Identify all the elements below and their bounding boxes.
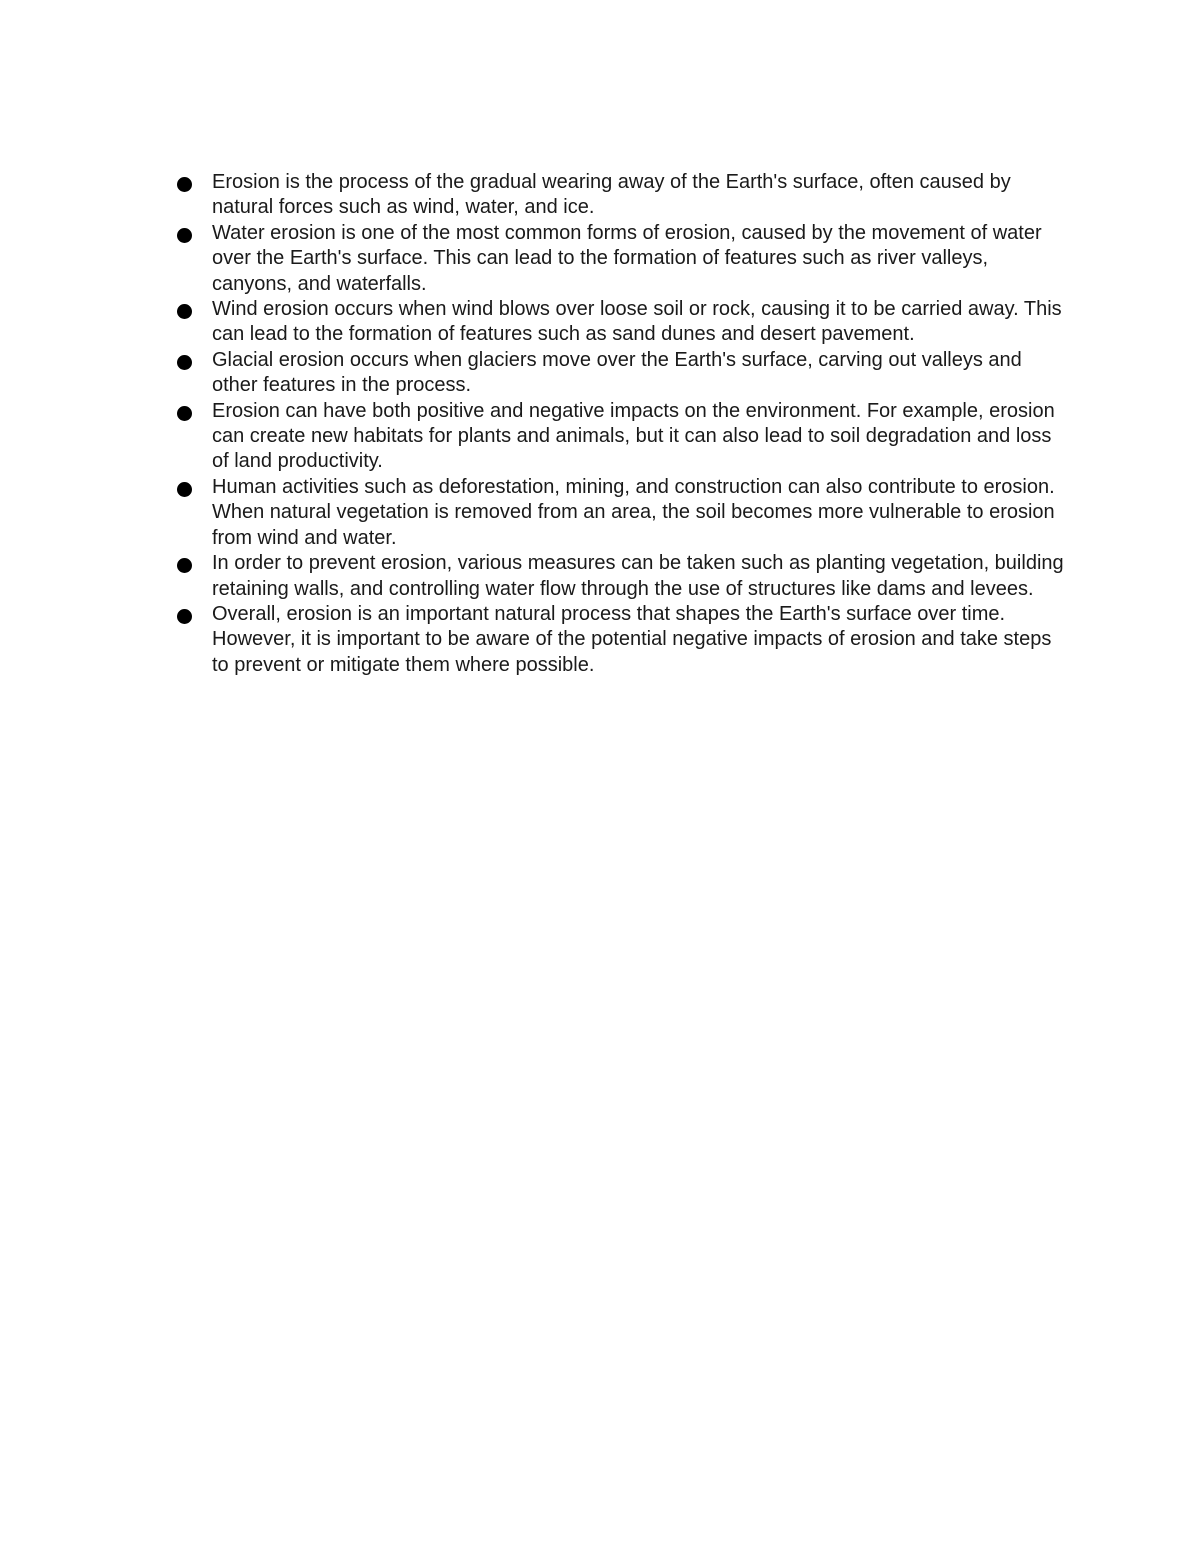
list-item-text: Human activities such as deforestation, mining, and construction can also contribute to erosion. When natural vegetation is removed from an area, the soil becomes more vulnerable to erosion from wind and water. xyxy=(212,475,1055,549)
list-item-text: Water erosion is one of the most common forms of erosion, caused by the movement of water over the Earth's surface. This can lead to the formation of features such as river valleys, canyons, and waterfalls. xyxy=(212,221,1042,295)
bullet-icon xyxy=(177,304,192,319)
bullet-icon xyxy=(177,228,192,243)
bullet-icon xyxy=(177,355,192,370)
list-item xyxy=(177,551,1067,602)
list-item-text: Glacial erosion occurs when glaciers move over the Earth's surface, carving out valleys and other features in the process. xyxy=(212,348,1022,397)
list-item xyxy=(177,399,1067,475)
list-item xyxy=(177,602,1067,678)
bullet-icon xyxy=(177,177,192,192)
list-item xyxy=(177,475,1067,551)
bullet-icon xyxy=(177,609,192,624)
list-item-text: Erosion can have both positive and negative impacts on the environment. For example, erosion can create new habitats for plants and animals, but it can also lead to soil degradation and loss of land productivity. xyxy=(212,399,1055,473)
bullet-icon xyxy=(177,558,192,573)
bullet-icon xyxy=(177,482,192,497)
list-item xyxy=(177,297,1067,348)
bullet-list xyxy=(177,170,1067,678)
list-item-text: Overall, erosion is an important natural process that shapes the Earth's surface over time. However, it is important to be aware of the potential negative impacts of erosion and take steps to prevent or mitigate them where possible. xyxy=(212,602,1052,676)
list-item xyxy=(177,170,1067,221)
bullet-icon xyxy=(177,406,192,421)
list-item-text: In order to prevent erosion, various measures can be taken such as planting vegetation, building retaining walls, and controlling water flow through the use of structures like dams and levees. xyxy=(212,552,1064,600)
list-item-text: Wind erosion occurs when wind blows over loose soil or rock, causing it to be carried away. This can lead to the formation of features such as sand dunes and desert pavement. xyxy=(212,298,1062,346)
list-item-text: Erosion is the process of the gradual wearing away of the Earth's surface, often caused by natural forces such as wind, water, and ice. xyxy=(212,171,1011,219)
list-item xyxy=(177,348,1067,399)
list-item xyxy=(177,221,1067,297)
